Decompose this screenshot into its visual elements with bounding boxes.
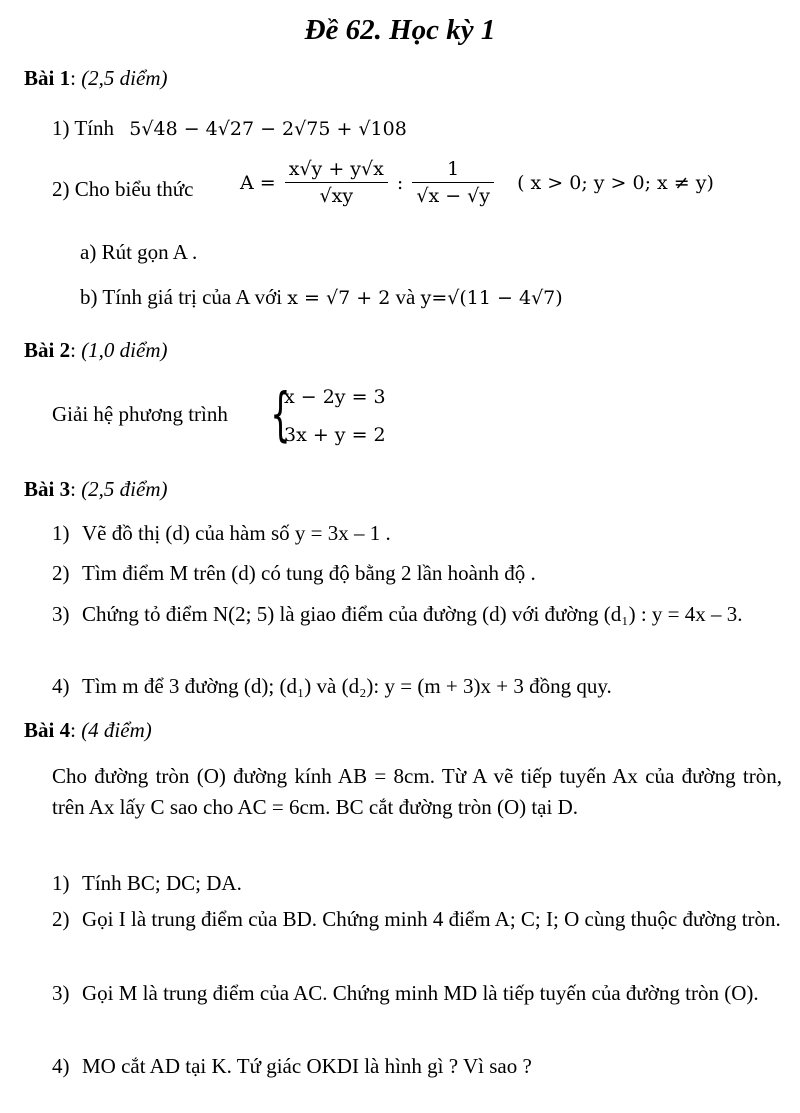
bai1-question-2a [80,240,197,265]
item-number: 3) [52,981,70,1005]
bai4-intro: Cho đường tròn (O) đường kính AB = 8cm. Từ A vẽ tiếp tuyến Ax của đường tròn, trên Ax lấy C sao cho AC = 6cm. BC cắt đường tròn (O) tại D. [52,764,782,819]
section-heading-bai1: Bài 1: (2,5 diểm) [24,66,168,90]
item-text: Cho biểu thức [74,177,194,201]
section-heading-bai4: Bài 4: (4 điểm) [24,718,152,742]
item-number: 3) [52,602,70,626]
item-text: Tìm m để 3 đường (d); (d₁) và (d₂): y = (m + 3)x + 3 đồng quy. [82,674,612,698]
list-item [52,598,782,631]
section-score: (4 điểm) [81,718,152,742]
item-number: 4) [52,674,70,698]
item-text: MO cắt AD tại K. Tứ giác OKDI là hình gì ? Vì sao ? [82,1054,532,1078]
list-item [52,867,782,900]
item-number: a) [80,240,97,264]
math-expression: y=√(11 − 4√7) [420,287,563,309]
system-equation-2: 3x + y = 2 [284,424,386,446]
list-item [52,903,782,936]
item-number: 1) [52,521,70,545]
item-number: 4) [52,1054,70,1078]
page-title: Đề 62. Học kỳ 1 [304,14,496,46]
item-text: Tính BC; DC; DA. [82,871,242,895]
math-expression: 5√48 − 4√27 − 2√75 + √108 [129,118,407,140]
item-number: 1) [52,871,70,895]
item-text: Gọi I là trung điểm của BD. Chứng minh 4 điểm A; C; I; O cùng thuộc đường tròn. [82,907,781,931]
section-score: (1,0 diểm) [81,338,168,362]
bai1-question-1 [52,116,407,141]
item-text: Chứng tỏ điểm N(2; 5) là giao điểm của đường (d) với đường (d₁) : y = 4x – 3. [82,602,743,626]
bai1-question-2b [80,285,563,310]
section-label: Bài 2 [24,338,71,362]
item-number: 1) [52,116,70,140]
system-equation-1: x − 2y = 3 [284,386,386,408]
fraction-denominator: √x − √y [416,185,491,207]
condition: ( x > 0; y > 0; x ≠ y) [517,171,714,194]
math-expression: x = √7 + 2 [287,287,391,309]
list-item [52,517,782,550]
item-number: 2) [52,177,70,201]
fraction-denominator: √xy [319,185,354,207]
section-heading-bai2: Bài 2: (1,0 diểm) [24,338,168,362]
list-item [52,670,782,703]
item-text: Vẽ đồ thị (d) của hàm số y = 3x – 1 . [82,521,391,545]
item-text: và [395,285,416,309]
item-text: Tính [74,116,115,140]
section-label: Bài 1 [24,66,71,90]
list-item [52,557,782,590]
item-number: 2) [52,907,70,931]
section-label: Bài 4 [24,718,71,742]
fraction-numerator: x√y + y√x [285,158,388,183]
list-item [52,977,782,1010]
section-heading-bai3: Bài 3: (2,5 điểm) [24,477,168,501]
division-sign: : [396,171,404,194]
item-number: 2) [52,561,70,585]
item-text: Tìm điểm M trên (d) có tung độ bằng 2 lần hoành độ . [82,561,536,585]
brace-icon: { [270,380,291,448]
section-score: (2,5 điểm) [81,477,168,501]
item-number: b) [80,285,98,309]
list-item [52,1050,782,1083]
math-lhs: A = [240,171,276,194]
fraction-numerator: 1 [412,158,494,183]
bai2-text: Giải hệ phương trình [52,402,228,426]
section-label: Bài 3 [24,477,71,501]
item-text: Tính giá trị của A với [102,285,283,309]
item-text: Rút gọn A . [101,240,198,264]
item-text: Gọi M là trung điểm của AC. Chứng minh MD là tiếp tuyến của đường tròn (O). [82,981,759,1005]
section-score: (2,5 diểm) [81,66,168,90]
